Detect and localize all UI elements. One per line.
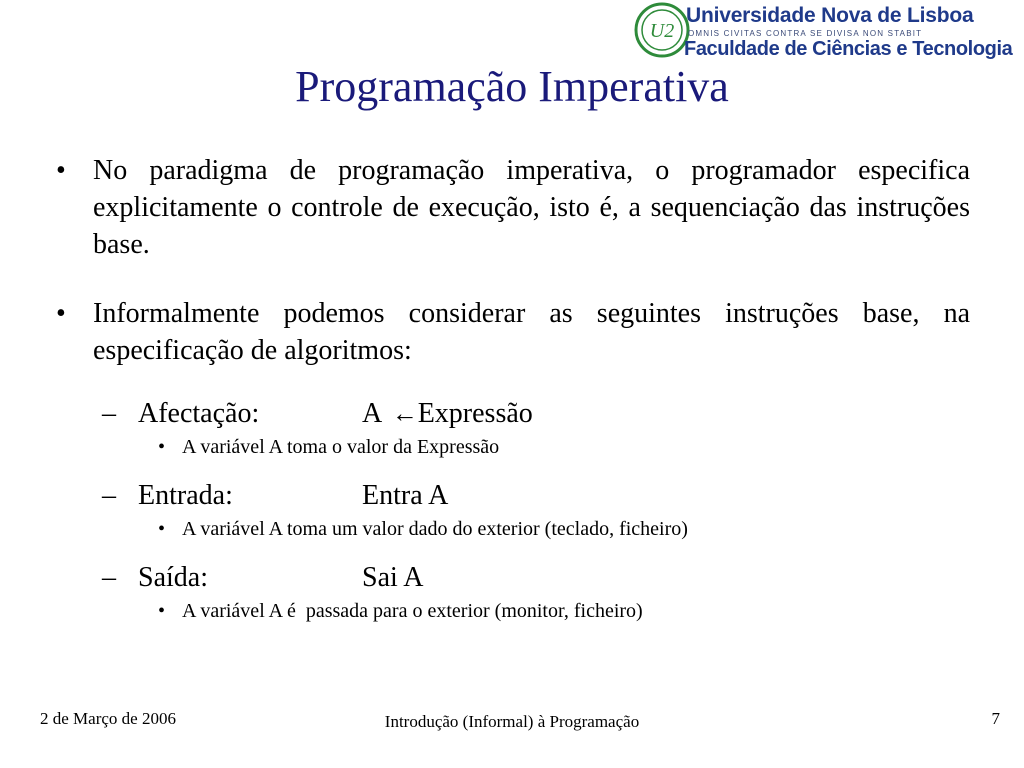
slide-body [56,152,970,643]
bullet-item [56,152,970,263]
slide-number: 7 [991,709,1000,728]
bullet-marker: • [56,298,66,329]
logo-faculty-name: Faculdade de Ciências e Tecnologia [684,38,1013,60]
instruction-detail-text: A variável A toma um valor dado do exterior (teclado, ficheiro) [182,518,688,540]
instruction-syntax: Sai A [362,562,424,593]
logo-motto: OMNIS CIVITAS CONTRA SE DIVISA NON STABIT [688,29,923,38]
instruction-label: Saída: [138,562,208,593]
bullet-item [56,295,970,369]
instruction-syntax-post: Expressão [417,398,533,429]
bullet-text: Informalmente podemos considerar as seguintes instruções base, na especificação de algoritmos: [93,298,970,366]
bullet-marker: • [158,436,166,458]
dash-marker: – [102,562,116,593]
instruction-detail-text: A variável A é passada para o exterior (monitor, ficheiro) [182,600,643,622]
university-seal-icon [634,2,690,58]
svg-text:U2: U2 [649,20,675,42]
dash-marker: – [102,480,116,511]
instruction-syntax: Entra A [362,480,449,511]
footer-date: 2 de Março de 2006 [40,709,176,728]
instruction-label: Entrada: [138,480,233,511]
instruction-item-saida [102,561,970,597]
left-arrow-icon: ← [391,399,418,428]
slide-title: Programação Imperativa [295,62,729,111]
bullet-text: No paradigma de programação imperativa, o programador especifica explicitamente o controle de execução, isto é, a sequenciação das instruções base. [93,155,970,260]
bullet-marker: • [158,600,166,622]
instruction-detail [158,515,970,561]
instruction-syntax-pre: A [362,398,388,429]
bullet-marker: • [56,155,66,186]
dash-marker: – [102,398,116,429]
instruction-detail [158,433,970,479]
instruction-detail-text: A variável A toma o valor da Expressão [182,436,500,458]
instruction-label: Afectação: [138,398,260,429]
instruction-item-afectacao [102,397,970,433]
instruction-detail [158,597,970,643]
bullet-marker: • [158,518,166,540]
instruction-item-entrada [102,479,970,515]
university-logo [630,0,1024,64]
logo-university-name: Universidade Nova de Lisboa [686,4,974,27]
footer-title: Introdução (Informal) à Programação [384,712,640,731]
